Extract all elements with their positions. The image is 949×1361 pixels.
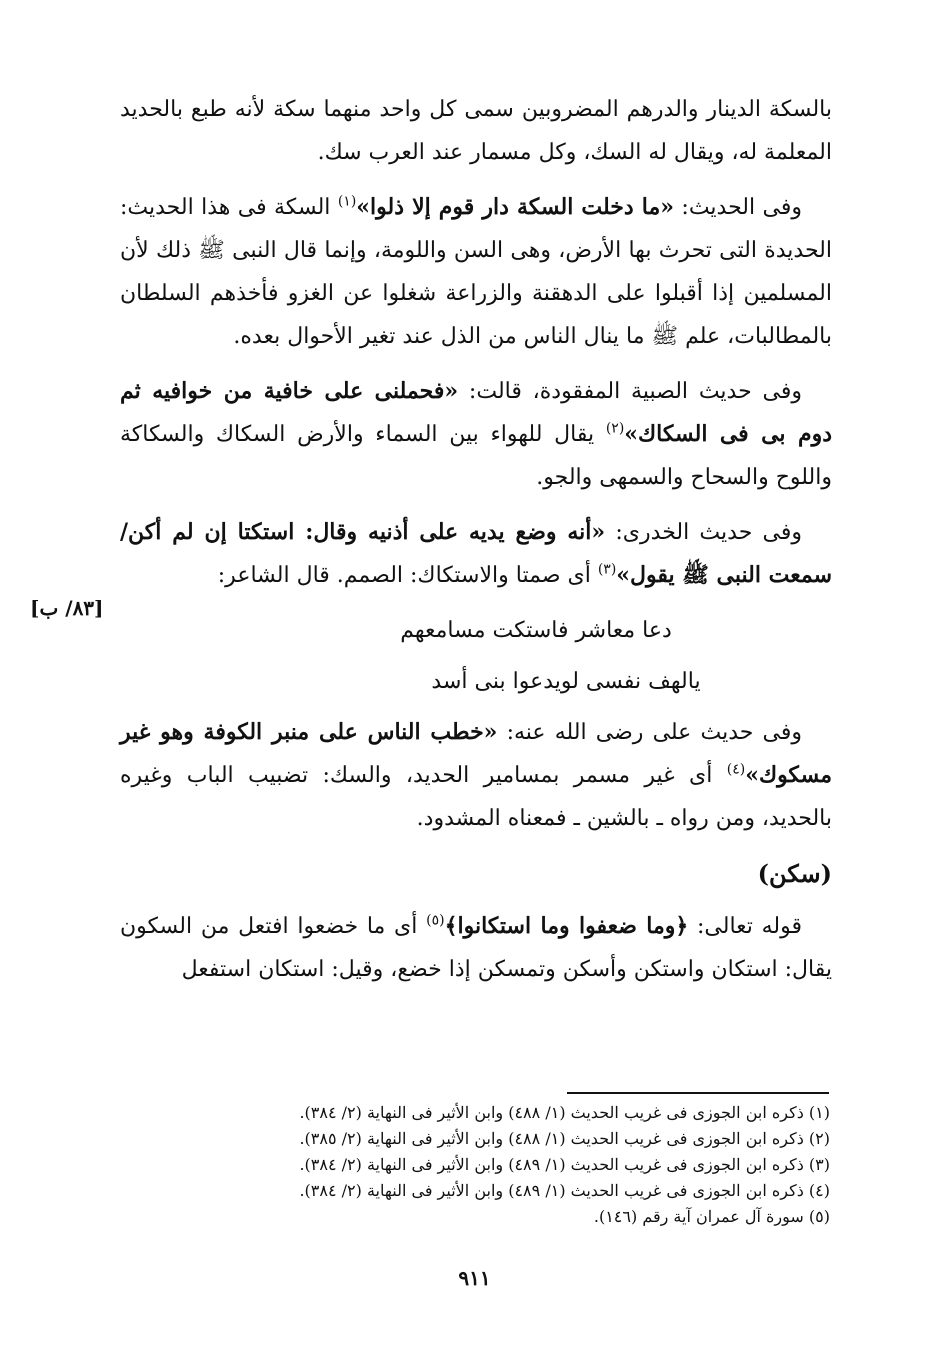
hadith-quote-3: «أنه وضع يديه على أذنيه وقال: استكتا إن لم أكن/ سمعت النبى ﷺ يقول» xyxy=(120,519,832,588)
paragraph-1: بالسكة الدينار والدرهم المضروبين سمى كل واحد منهما سكة لأنه طبع بالحديد المعلمة له، ويقال له السك، وكل مسمار عند العرب سك. xyxy=(120,97,832,165)
quran-quote: ﴿وما ضعفوا وما استكانوا﴾ xyxy=(444,913,689,939)
footnote-item: (١) ذكره ابن الجوزى فى غريب الحديث (١/ ٤٨٨) وابن الأثير فى النهاية (٢/ ٣٨٤). xyxy=(299,1103,830,1122)
paragraph-6 xyxy=(120,905,832,991)
margin-page-reference: [٨٣/ ب] xyxy=(30,596,104,620)
footnote-ref-4: (٤) xyxy=(726,761,746,778)
hadith-quote-1: «ما دخلت السكة دار قوم إلا ذلوا» xyxy=(356,194,675,220)
poem-verse-1: دعا معاشر فاستكت مسامعهم xyxy=(400,618,672,643)
hadith-quote-4: «خطب الناس على منبر الكوفة وهو غير مسكوك» xyxy=(120,719,832,788)
paragraph-3 xyxy=(120,370,832,499)
paragraph-4 xyxy=(120,511,832,597)
poem-verse-2: يالهف نفسى لويدعوا بنى أسد xyxy=(431,669,701,694)
paragraph-2-rest: السكة فى هذا الحديث: الحديدة التى تحرث بها الأرض، وهى السن واللومة، وإنما قال النبى ﷺ ذلك لأن المسلمين إذا أقبلوا على الدهقنة والزراعة شغلوا عن الغزو فأخذهم السلطان بالمطالبات، علم ﷺ ما ينال الناس من الذل عند تغير الأحوال بعده. xyxy=(120,195,832,349)
paragraph-2 xyxy=(120,186,832,358)
footnote-item: (٥) سورة آل عمران آية رقم (١٤٦). xyxy=(593,1207,830,1226)
footnotes xyxy=(150,1100,830,1230)
paragraph-4-rest: أى صمتا والاستكاك: الصمم. قال الشاعر: xyxy=(217,563,598,588)
footnote-ref-3: (٣) xyxy=(597,561,617,578)
paragraph-3-rest: يقال للهواء بين السماء والأرض السكاك والسكاكة واللوح والسحاح والسمهى والجو. xyxy=(120,422,832,490)
hadith-quote-2: «فحملنى على خافية من خوافيه ثم دوم بى فى السكاك» xyxy=(120,378,832,447)
footnote-item: (٤) ذكره ابن الجوزى فى غريب الحديث (١/ ٤٨٩) وابن الأثير فى النهاية (٢/ ٣٨٤). xyxy=(299,1181,830,1200)
paragraph-5-intro: وفى حديث على رضى الله عنه: xyxy=(497,720,802,745)
paragraph-3-intro: وفى حديث الصبية المفقودة، قالت: xyxy=(458,379,802,404)
footnote-item: (٣) ذكره ابن الجوزى فى غريب الحديث (١/ ٤٨٩) وابن الأثير فى النهاية (٢/ ٣٨٤). xyxy=(299,1155,830,1174)
main-text xyxy=(120,88,832,1003)
paragraph-4-intro: وفى حديث الخدرى: xyxy=(605,520,802,545)
page-number: ٩١١ xyxy=(458,1266,491,1290)
paragraph-5-rest: أى غير مسمر بمسامير الحديد، والسك: تضبيب الباب وغيره بالحديد، ومن رواه ـ بالشين ـ فمعناه المشدود. xyxy=(120,763,832,831)
paragraph-5 xyxy=(120,711,832,840)
section-heading: (سكن) xyxy=(757,859,832,888)
paragraph-6-rest: أى ما خضعوا افتعل من السكون يقال: استكان واستكن وأسكن وتمسكن إذا خضع، وقيل: استكان استفعل xyxy=(120,914,832,982)
footnote-divider xyxy=(567,1092,829,1094)
footnote-ref-5: (٥) xyxy=(426,912,445,929)
footnote-ref-2: (٢) xyxy=(605,420,625,437)
paragraph-6-intro: قوله تعالى: xyxy=(688,914,802,939)
paragraph-2-intro: وفى الحديث: xyxy=(674,195,802,220)
footnote-ref-1: (١) xyxy=(337,193,357,210)
footnote-item: (٢) ذكره ابن الجوزى فى غريب الحديث (١/ ٤٨٨) وابن الأثير فى النهاية (٢/ ٣٨٥). xyxy=(299,1129,830,1148)
